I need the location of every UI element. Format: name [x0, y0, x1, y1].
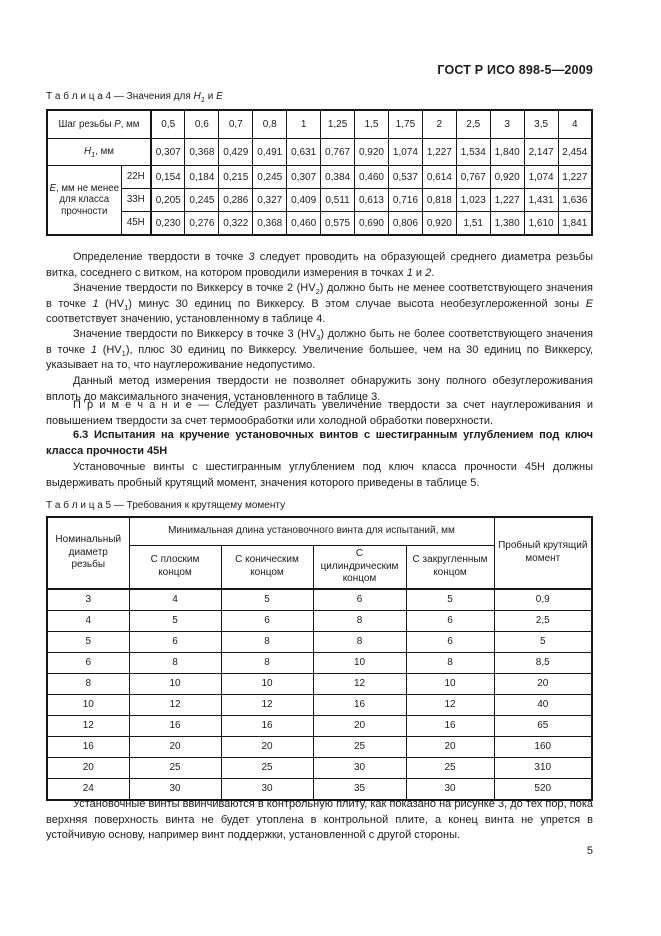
text-run: и: [204, 91, 217, 102]
table-cell: 520: [494, 778, 592, 800]
table-cell: 16: [129, 715, 221, 736]
table-cell: 0,286: [219, 189, 253, 212]
table-cell: 30: [406, 778, 494, 800]
table-cell: 5: [47, 631, 129, 652]
table-cell: 2,454: [558, 139, 592, 166]
table-cell: 0,920: [490, 166, 524, 189]
table-cell: 2: [422, 110, 456, 139]
table5-caption: [46, 500, 593, 511]
section-heading-6-3: 6.3 Испытания на кручение установочных винтов с шестигранным углублением под ключ класса прочности 45Н: [46, 429, 593, 457]
text-run: , мм: [120, 118, 140, 130]
table-cell: 0,6: [185, 110, 219, 139]
text-run: 2: [315, 287, 320, 297]
table-cell: 12: [313, 673, 406, 694]
text-run: 2: [425, 266, 432, 279]
table-row: [47, 589, 592, 611]
table-h1-e: [46, 109, 593, 236]
table-cell: 30: [129, 778, 221, 800]
table-cell: 0,614: [422, 166, 456, 189]
table-cell: 1,227: [558, 166, 592, 189]
table-cell: 20: [47, 757, 129, 778]
table-header-row: [47, 517, 592, 546]
page-number: 5: [586, 845, 593, 857]
text-run: соответствует значению, установленному в таблице 4.: [46, 313, 326, 326]
table-cell: 0,276: [185, 212, 219, 236]
text-run: Значение твердости по Виккерсу в точке 2 (HV: [73, 282, 316, 294]
table-cell: 8: [129, 652, 221, 673]
table-cell: 0,920: [422, 212, 456, 236]
table-cell: 3,5: [524, 110, 558, 139]
table-cell: 0,205: [151, 189, 185, 212]
table-cell: 2,5: [494, 610, 592, 631]
text-run: ) должно быть не менее соответствующего значения в точке: [46, 282, 593, 310]
table-cell: 8: [313, 631, 406, 652]
text-run: Определение твердости в точке: [73, 251, 249, 263]
table-cell: 0,184: [185, 166, 219, 189]
table-cell: 8: [313, 610, 406, 631]
table-cell: 0,806: [388, 212, 422, 236]
table-cell: 8: [47, 673, 129, 694]
table-cell: 20: [129, 736, 221, 757]
table-cell: 0,384: [321, 166, 355, 189]
table-cell: 0,5: [151, 110, 185, 139]
table-cell: 0,327: [253, 189, 287, 212]
table-cell: 5: [221, 589, 313, 611]
table-cell: 6: [406, 631, 494, 652]
table-row: [47, 757, 592, 778]
table-cell: 0,767: [321, 139, 355, 166]
table-cell: 0,575: [321, 212, 355, 236]
table-cell: 0,9: [494, 589, 592, 611]
table-cell: 0,245: [253, 166, 287, 189]
row-label-pitch: [47, 110, 151, 139]
table-row: [47, 189, 592, 212]
table-cell: 1,5: [355, 110, 389, 139]
table-cell: 8,5: [494, 652, 592, 673]
table-torque-requirements: [46, 516, 593, 801]
text-run: и: [412, 266, 426, 279]
table-cell: 1,227: [422, 139, 456, 166]
row-label-h1: [47, 139, 151, 166]
col-header-flat-end: С плоским концом: [129, 546, 221, 589]
table-cell: 310: [494, 757, 592, 778]
table-row: [47, 139, 592, 166]
table-cell: 1,51: [456, 212, 490, 236]
table-row: [47, 631, 592, 652]
table-cell: 0,613: [355, 189, 389, 212]
table-cell: 5: [129, 610, 221, 631]
table-cell: 0,8: [253, 110, 287, 139]
table-cell: 2,147: [524, 139, 558, 166]
text-run: , мм не менее для класса прочности: [55, 182, 119, 217]
table-cell: 0,460: [287, 212, 321, 236]
table-cell: 0,429: [219, 139, 253, 166]
paragraph-vickers-point2: [46, 281, 593, 328]
text-run: ) должно быть не более соответствующего значения в точке: [46, 328, 593, 356]
row-label-e: [47, 166, 121, 236]
table-cell: 20: [406, 736, 494, 757]
table-cell: 1,074: [388, 139, 422, 166]
table-cell: 16: [406, 715, 494, 736]
table-cell: 1: [287, 110, 321, 139]
text-run: Шаг резьбы: [58, 118, 115, 130]
text-run: H: [193, 91, 201, 102]
table-cell: 1,380: [490, 212, 524, 236]
text-run: Данный метод измерения твердости не позволяет обнаружить зону полного обезуглероживания вплоть до максимального значения, установленного в таблице 3.: [46, 375, 593, 403]
text-run: Значение твердости по Виккерсу в точке 3 (HV: [73, 328, 317, 340]
table-cell: 20: [313, 715, 406, 736]
text-run: 1: [200, 95, 205, 104]
table-cell: 4: [558, 110, 592, 139]
table-cell: 8: [221, 631, 313, 652]
table-cell: 1,227: [490, 189, 524, 212]
text-run: 1: [91, 150, 96, 160]
table-cell: 1,840: [490, 139, 524, 166]
table-cell: 0,7: [219, 110, 253, 139]
table-cell: 0,716: [388, 189, 422, 212]
table-cell: 1,636: [558, 189, 592, 212]
table-cell: 24: [47, 778, 129, 800]
table-cell: 30: [313, 757, 406, 778]
table-cell: 0,368: [253, 212, 287, 236]
col-header-diameter: Номинальный диаметр резьбы: [47, 517, 129, 589]
table-row: [47, 673, 592, 694]
text-run: ) минус 30 единиц по Виккерсу. В этом случае высота необезуглероженной зоны: [128, 297, 586, 310]
table-cell: 1,074: [524, 166, 558, 189]
table-cell: 6: [313, 589, 406, 611]
text-run: , мм: [95, 146, 114, 158]
table-cell: 0,690: [355, 212, 389, 236]
text-run: Н: [84, 146, 92, 158]
text-run: 3: [316, 333, 321, 343]
paragraph-vickers-point3: [46, 327, 593, 374]
table-cell: 40: [494, 694, 592, 715]
table-cell: 10: [47, 694, 129, 715]
table-row: [47, 694, 592, 715]
text-run: E: [585, 297, 594, 310]
table-cell: 25: [221, 757, 313, 778]
table-cell: 0,230: [151, 212, 185, 236]
table-cell: 12: [221, 694, 313, 715]
text-run: ), плюс 30 единиц по Виккерсу. Увеличение большее, чем на 30 единиц по Виккерсу, указывает на то, что науглероживание недопустимо.: [46, 343, 594, 372]
table-cell: 3: [490, 110, 524, 139]
table-cell: 5: [406, 589, 494, 611]
table-cell: 30: [221, 778, 313, 800]
table-cell: 6: [406, 610, 494, 631]
table-cell: 12: [47, 715, 129, 736]
document-header: ГОСТ Р ИСО 898-5—2009: [437, 63, 593, 77]
text-run: E: [216, 91, 223, 102]
table-cell: 0,322: [219, 212, 253, 236]
text-run: Установочные винты ввинчиваются в контрольную плиту, как показано на рисунке 3, до тех пор, пока верхняя поверхность винта не будет утоплена в контрольной плите, а конец винта не упрется в устойчивую основу, например винт поддержки, установленной с другой стороны.: [46, 798, 593, 842]
text-run: 1: [124, 302, 129, 312]
table-row: [47, 715, 592, 736]
table-cell: 0,215: [219, 166, 253, 189]
table-cell: 25: [406, 757, 494, 778]
table-cell: 0,511: [321, 189, 355, 212]
text-run: Т а б л и ц а 4 — Значения для: [46, 91, 194, 102]
table-row: [47, 110, 592, 139]
table-cell: 6: [221, 610, 313, 631]
table-cell: 0,537: [388, 166, 422, 189]
table-cell: 10: [313, 652, 406, 673]
table-cell: 10: [129, 673, 221, 694]
text-run: 1: [121, 348, 126, 358]
text-run: (HV: [98, 297, 125, 310]
table-cell: 0,154: [151, 166, 185, 189]
table-cell: 16: [47, 736, 129, 757]
table-cell: 0,460: [355, 166, 389, 189]
table-cell: 12: [406, 694, 494, 715]
paragraph-hardness-point3: [46, 250, 593, 281]
table-cell: 3: [47, 589, 129, 611]
table-cell: 6: [47, 652, 129, 673]
table-cell: 10: [406, 673, 494, 694]
text-run: (HV: [96, 343, 122, 356]
table-cell: 0,368: [185, 139, 219, 166]
text-run: П р и м е ч а н и е — Следует различать увеличение твердости за счет науглероживания и повышением твердости за счет термообработки или холодной обработки поверхности.: [46, 399, 593, 427]
table-cell: 2,5: [456, 110, 490, 139]
table-cell: 0,631: [287, 139, 321, 166]
table-cell: 1,75: [388, 110, 422, 139]
table-cell: 5: [494, 631, 592, 652]
table-row: [47, 212, 592, 236]
table-cell: 1,610: [524, 212, 558, 236]
table-cell: 10: [221, 673, 313, 694]
col-header-min-length: Минимальная длина установочного винта для испытаний, мм: [129, 517, 494, 546]
note-paragraph: [46, 398, 593, 429]
table-row: [47, 610, 592, 631]
table-row: [47, 166, 592, 189]
table-cell: 12: [129, 694, 221, 715]
text-run: Р: [114, 118, 121, 130]
paragraph-setscrew-torque: [46, 460, 593, 491]
table-row: [47, 736, 592, 757]
table-cell: 1,023: [456, 189, 490, 212]
table-cell: 1,841: [558, 212, 592, 236]
table-cell: 6: [129, 631, 221, 652]
table-cell: 1,25: [321, 110, 355, 139]
table-cell: 35: [313, 778, 406, 800]
col-header-cone-end: С коническим концом: [221, 546, 313, 589]
table-row: [47, 652, 592, 673]
table-cell: 65: [494, 715, 592, 736]
text-run: Т а б л и ц а 5 — Требования к крутящему моменту: [46, 500, 286, 511]
text-run: .: [431, 266, 435, 279]
table-cell: 25: [313, 736, 406, 757]
table-cell: 4: [47, 610, 129, 631]
table-cell: 20: [221, 736, 313, 757]
table-cell: 0,409: [287, 189, 321, 212]
table-cell: 4: [129, 589, 221, 611]
col-header-torque: Пробный крутящий момент: [494, 517, 592, 589]
table-cell: 0,307: [151, 139, 185, 166]
text-run: Установочные винты с шестигранным углублением под ключ класса прочности 45Н должны выдерживать пробный крутящий момент, значения которого приведены в таблице 5.: [46, 461, 593, 489]
table-cell: 16: [221, 715, 313, 736]
col-header-rounded-end: С закругленным концом: [406, 546, 494, 589]
col-header-cylindrical-end: С цилиндрическим концом: [313, 546, 406, 589]
text-run: следует проводить на образующей среднего диаметра резьбы витка, соседнего с витком, на котором проводили измерения в точках: [46, 251, 594, 279]
table-cell: 0,245: [185, 189, 219, 212]
text-run: 3: [248, 251, 255, 263]
text-run: Е: [49, 182, 56, 194]
paragraph-screwing-procedure: [46, 797, 593, 844]
text-run: 1: [406, 266, 413, 279]
table-cell: 8: [221, 652, 313, 673]
table-cell: 25: [129, 757, 221, 778]
class-label: 45Н: [121, 212, 151, 236]
table-cell: 0,307: [287, 166, 321, 189]
table-cell: 20: [494, 673, 592, 694]
table-cell: 1,431: [524, 189, 558, 212]
table-cell: 0,818: [422, 189, 456, 212]
table-cell: 16: [313, 694, 406, 715]
table-cell: 160: [494, 736, 592, 757]
class-label: 33Н: [121, 189, 151, 212]
table4-caption: [46, 91, 593, 102]
text-run: 1: [90, 343, 97, 356]
table-cell: 8: [406, 652, 494, 673]
table-cell: 0,767: [456, 166, 490, 189]
text-run: 1: [92, 297, 99, 310]
table-cell: 0,920: [355, 139, 389, 166]
table-cell: 1,534: [456, 139, 490, 166]
table-cell: 0,491: [253, 139, 287, 166]
class-label: 22Н: [121, 166, 151, 189]
